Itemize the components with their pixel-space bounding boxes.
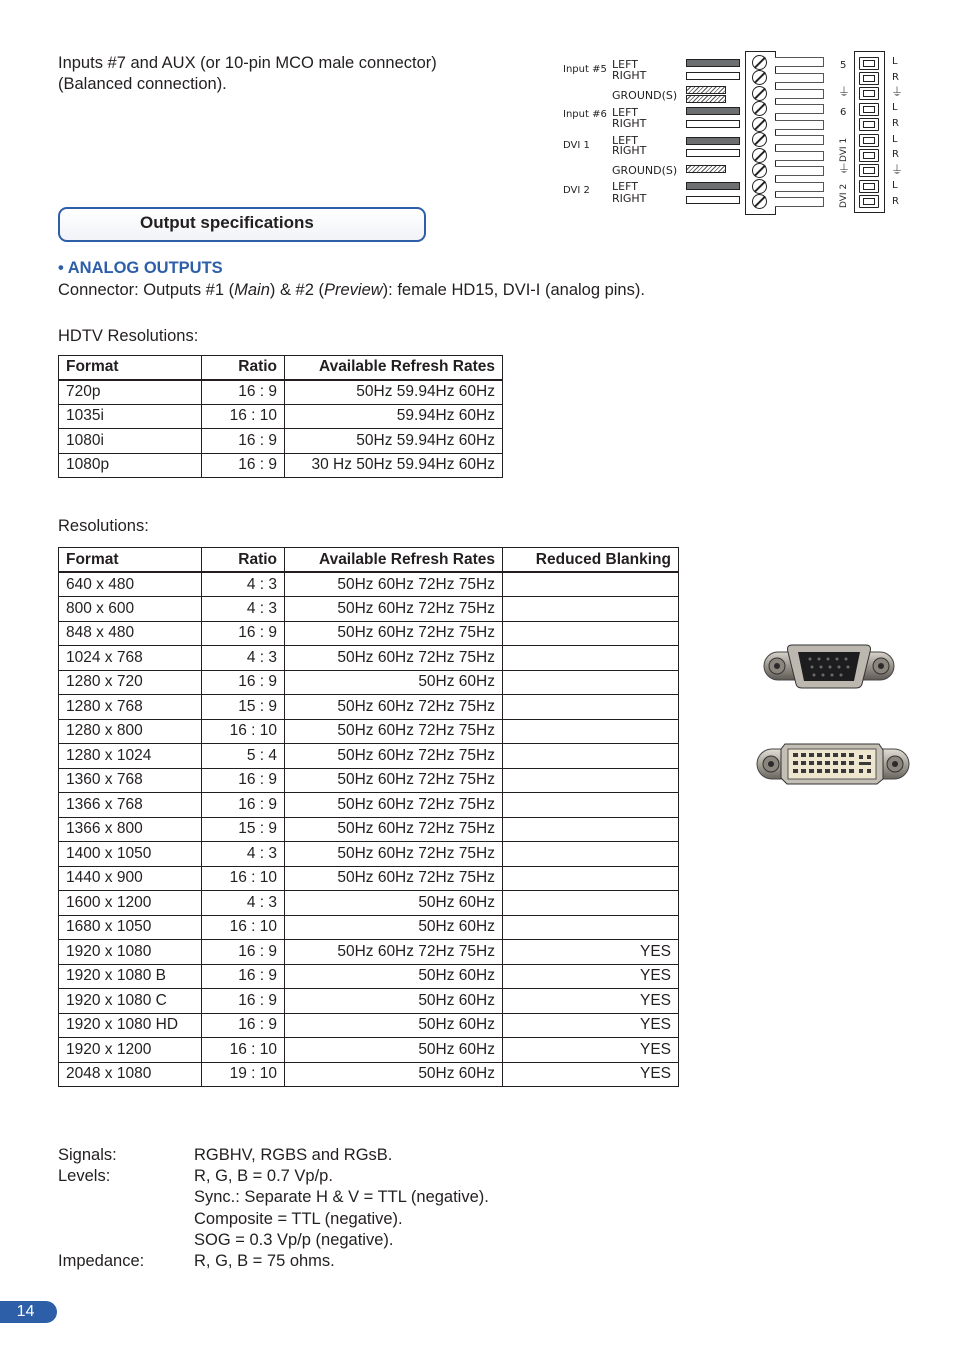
table-cell [503,597,679,622]
connector-text: ) & #2 ( [269,281,324,299]
table-cell: 720p [59,380,202,404]
intro-line-1: Inputs #7 and AUX (or 10-pin MCO male connector) [58,54,437,72]
table-cell: 50Hz 60Hz 72Hz 75Hz [285,646,503,671]
pin-icon [859,103,879,116]
table-cell: 50Hz 60Hz [285,670,503,695]
column-header: Format [59,548,202,573]
table-cell: 59.94Hz 60Hz [285,404,503,428]
table-row [59,429,503,453]
table-cell [503,817,679,842]
table-cell: 19 : 10 [202,1062,285,1087]
table-cell: 1035i [59,404,202,428]
ground-icon: ⏚ [891,163,904,177]
wire [686,86,726,94]
table-cell: 50Hz 60Hz [285,989,503,1014]
section-title: Output specifications [140,213,314,232]
table-cell: 15 : 9 [202,817,285,842]
table-cell [503,621,679,646]
levels-value: Sync.: Separate H & V = TTL (negative). [194,1188,489,1207]
table-row [59,989,679,1014]
table-cell: YES [503,1062,679,1087]
table-cell: 16 : 10 [202,719,285,744]
wire [686,72,740,80]
column-header: Ratio [202,356,285,380]
table-cell: 50Hz 60Hz 72Hz 75Hz [285,817,503,842]
table-row [59,670,679,695]
pin-icon [859,87,879,100]
table-cell: 50Hz 60Hz [285,1013,503,1038]
table-cell [503,793,679,818]
table-cell: 1920 x 1200 [59,1038,202,1063]
table-cell: 4 : 3 [202,597,285,622]
table-cell: 16 : 10 [202,915,285,940]
page-number: 14 [16,1303,35,1320]
pin-label: R [892,196,899,207]
pin-label: L [892,102,898,113]
screw-icon [752,86,767,101]
table-cell: 50Hz 60Hz [285,915,503,940]
pin-icon [859,180,879,193]
table-row [59,842,679,867]
hdtv-resolutions-table [58,355,503,478]
table-cell: 50Hz 60Hz 72Hz 75Hz [285,842,503,867]
channel-5-label: 5 [840,60,847,71]
table-cell: 4 : 3 [202,891,285,916]
table-cell: 1360 x 768 [59,768,202,793]
diagram-input5-label: Input #5 [563,64,607,75]
table-cell: 16 : 9 [202,768,285,793]
table-cell: 50Hz 60Hz 72Hz 75Hz [285,866,503,891]
levels-label: Levels: [58,1167,111,1186]
pin-icon [859,195,879,208]
table-row [59,453,503,477]
table-cell: 50Hz 60Hz 72Hz 75Hz [285,597,503,622]
table-row [59,964,679,989]
screw-icon [752,132,767,147]
ground-icon: ⏚ [838,85,851,99]
table-cell: 50Hz 60Hz [285,891,503,916]
connector-wire [775,197,824,207]
column-header: Format [59,356,202,380]
table-cell: 16 : 10 [202,404,285,428]
table-cell: 50Hz 60Hz 72Hz 75Hz [285,572,503,597]
pin-label: R [892,118,899,129]
wire-label-left: LEFT [612,106,638,119]
table-cell: YES [503,964,679,989]
table-cell [503,670,679,695]
column-header: Ratio [202,548,285,573]
table-row [59,915,679,940]
wire [686,95,726,103]
table-cell: 50Hz 60Hz [285,1038,503,1063]
connector-block [854,51,885,213]
table-row [59,597,679,622]
table-cell: 1080i [59,429,202,453]
table-row [59,572,679,597]
connector-wire [775,182,824,192]
table-cell: 50Hz 60Hz 72Hz 75Hz [285,695,503,720]
table-cell: 50Hz 60Hz 72Hz 75Hz [285,793,503,818]
table-cell: YES [503,1038,679,1063]
pin-icon [859,57,879,70]
column-header: Available Refresh Rates [285,356,503,380]
table-header-row [59,548,679,573]
table-cell: 16 : 9 [202,429,285,453]
table-cell: 1024 x 768 [59,646,202,671]
preview-label: Preview [323,281,383,299]
table-row [59,768,679,793]
table-cell: 50Hz 60Hz 72Hz 75Hz [285,768,503,793]
table-row [59,940,679,965]
table-cell [503,915,679,940]
vertical-dvi2-label: DVI 2 [839,183,849,208]
wire [686,120,740,128]
wire [686,149,740,157]
main-label: Main [234,281,270,299]
table-cell: 1080p [59,453,202,477]
table-cell: YES [503,1013,679,1038]
connector-wire [775,104,824,114]
table-cell: 16 : 9 [202,1013,285,1038]
table-cell: 50Hz 60Hz 72Hz 75Hz [285,621,503,646]
table-cell: 1280 x 768 [59,695,202,720]
signals-label: Signals: [58,1146,117,1164]
table-cell: 50Hz 60Hz 72Hz 75Hz [285,940,503,965]
impedance-label: Impedance: [58,1252,145,1271]
table-cell [503,866,679,891]
table-cell: 16 : 9 [202,940,285,965]
screw-icon [752,70,767,85]
screw-icon [752,148,767,163]
screw-icon [752,101,767,116]
table-row [59,695,679,720]
table-cell: 16 : 9 [202,793,285,818]
table-cell: 1920 x 1080 C [59,989,202,1014]
hdtv-resolutions-label: HDTV Resolutions: [58,327,199,345]
table-cell: YES [503,940,679,965]
column-header: Available Refresh Rates [285,548,503,573]
connector-wire [775,120,824,130]
wire [686,165,726,173]
table-cell: 1366 x 768 [59,793,202,818]
connector-wire [775,89,824,99]
wire-label-left: LEFT [612,134,638,147]
table-cell: 4 : 3 [202,842,285,867]
table-row [59,380,503,404]
table-header-row [59,356,503,380]
diagram-input6-label: Input #6 [563,109,607,120]
connector-wire [775,151,824,161]
table-cell: 50Hz 60Hz 72Hz 75Hz [285,744,503,769]
table-cell: 16 : 9 [202,670,285,695]
connector-wire [775,135,824,145]
ground-icon: ⏚ [891,85,904,99]
connector-wire [775,166,824,176]
table-cell: 1280 x 800 [59,719,202,744]
pin-label: L [892,56,898,67]
table-cell: 16 : 10 [202,1038,285,1063]
connector-wire [775,57,824,67]
table-cell: 1280 x 1024 [59,744,202,769]
wire-label-ground: GROUND(S) [612,89,678,102]
levels-value: Composite = TTL (negative). [194,1209,403,1228]
signal-specifications [58,1145,489,1272]
table-cell: 1920 x 1080 B [59,964,202,989]
table-cell: 50Hz 60Hz 72Hz 75Hz [285,719,503,744]
pin-label: R [892,149,899,160]
table-row [59,817,679,842]
table-cell: 1400 x 1050 [59,842,202,867]
pin-icon [859,149,879,162]
diagram-dvi1-label: DVI 1 [563,140,590,151]
table-row [59,1013,679,1038]
levels-row [58,1166,489,1251]
table-cell: 16 : 9 [202,380,285,404]
vertical-dvi1-label: DVI 1 [839,137,849,162]
table-cell: 1920 x 1080 [59,940,202,965]
screw-icon [752,179,767,194]
levels-value: SOG = 0.3 Vp/p (negative). [194,1230,394,1249]
table-row [59,719,679,744]
connector-text: ): female HD15, DVI-I (analog pins). [382,281,645,299]
hd15-connector-image [762,640,896,692]
table-cell: 30 Hz 50Hz 59.94Hz 60Hz [285,453,503,477]
impedance-value: R, G, B = 75 ohms. [194,1252,335,1271]
signals-row [58,1145,489,1166]
table-row [59,793,679,818]
pin-label: L [892,134,898,145]
table-cell [503,744,679,769]
screw-icon [752,117,767,132]
table-cell: 2048 x 1080 [59,1062,202,1087]
intro-line-2: (Balanced connection). [58,75,227,93]
table-cell: 1920 x 1080 HD [59,1013,202,1038]
ground-icon: ⏚ [838,162,851,176]
wire [686,59,740,67]
screw-icon [752,194,767,209]
wire-label-right: RIGHT [612,117,647,130]
table-cell [503,695,679,720]
table-cell [503,768,679,793]
table-cell: 50Hz 59.94Hz 60Hz [285,429,503,453]
impedance-row [58,1251,489,1272]
table-cell: 16 : 10 [202,866,285,891]
wire-label-left: LEFT [612,58,638,71]
table-cell: 5 : 4 [202,744,285,769]
screw-icon [752,163,767,178]
wire-label-ground: GROUND(S) [612,164,678,177]
table-cell: 50Hz 60Hz [285,1062,503,1087]
table-row [59,1038,679,1063]
table-cell: 1680 x 1050 [59,915,202,940]
table-row [59,1062,679,1087]
table-cell: 50Hz 59.94Hz 60Hz [285,380,503,404]
diagram-dvi2-label: DVI 2 [563,185,590,196]
table-row [59,866,679,891]
wire [686,182,740,190]
table-cell: 1280 x 720 [59,670,202,695]
levels-value: R, G, B = 0.7 Vp/p. [194,1167,333,1186]
table-cell: 15 : 9 [202,695,285,720]
levels-values [194,1166,489,1251]
pin-label: L [892,180,898,191]
table-row [59,646,679,671]
table-cell: 1600 x 1200 [59,891,202,916]
table-cell: 16 : 9 [202,621,285,646]
wire-label-right: RIGHT [612,144,647,157]
table-row [59,621,679,646]
pin-icon [859,72,879,85]
column-header: Reduced Blanking [503,548,679,573]
wire [686,137,740,145]
table-cell: 1366 x 800 [59,817,202,842]
page-number-badge [0,1301,57,1323]
wire [686,196,740,204]
dvi-i-connector-image [755,741,911,787]
wire-label-right: RIGHT [612,192,647,205]
pin-icon [859,164,879,177]
wire-label-left: LEFT [612,180,638,193]
connector-description [58,281,645,300]
pin-label: R [892,72,899,83]
table-cell [503,842,679,867]
table-row [59,891,679,916]
signals-value: RGBHV, RGBS and RGsB. [194,1146,393,1164]
table-cell: 16 : 9 [202,989,285,1014]
table-cell [503,891,679,916]
table-cell: 50Hz 60Hz [285,964,503,989]
pin-icon [859,134,879,147]
table-cell: 16 : 9 [202,964,285,989]
resolutions-table [58,547,679,1087]
wire [686,107,740,115]
screw-terminal-block [745,51,776,215]
table-cell: 1440 x 900 [59,866,202,891]
table-row [59,744,679,769]
table-cell [503,719,679,744]
table-cell: 640 x 480 [59,572,202,597]
wire-label-right: RIGHT [612,69,647,82]
table-cell [503,572,679,597]
table-cell: 848 x 480 [59,621,202,646]
connector-text: Connector: Outputs #1 ( [58,281,235,299]
connector-wire [775,73,824,83]
resolutions-label: Resolutions: [58,517,149,535]
table-cell: 4 : 3 [202,646,285,671]
screw-icon [752,55,767,70]
analog-outputs-heading: • ANALOG OUTPUTS [58,259,223,277]
table-row [59,404,503,428]
intro-text [58,53,498,95]
table-cell: YES [503,989,679,1014]
table-cell: 16 : 9 [202,453,285,477]
table-cell [503,646,679,671]
pin-icon [859,118,879,131]
channel-6-label: 6 [840,107,847,118]
table-cell: 4 : 3 [202,572,285,597]
table-cell: 800 x 600 [59,597,202,622]
